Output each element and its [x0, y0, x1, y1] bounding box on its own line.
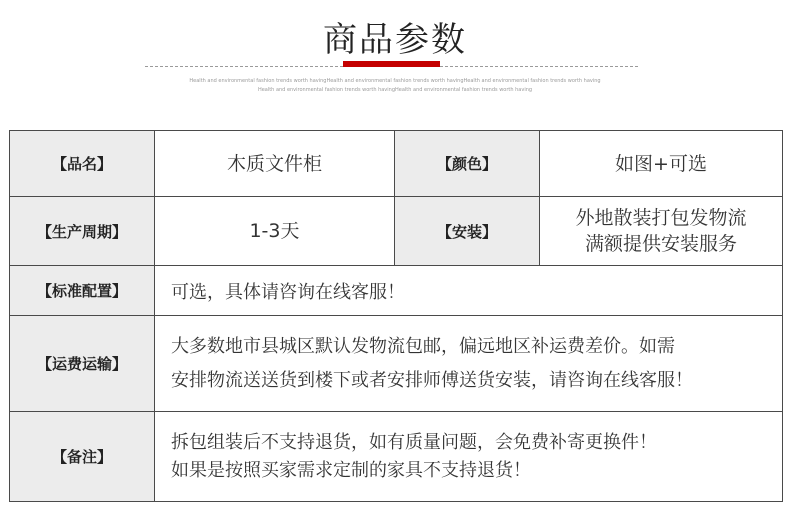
shipping-label: 【运费运输】: [10, 316, 155, 412]
tagline-line-2: Health and environmental fashion trends worth havingHealth and environmental fashion trends worth having: [257, 87, 533, 93]
install-label: 【安装】: [395, 197, 540, 266]
cycle-value: 1-3天: [155, 197, 395, 266]
accent-bar: [343, 61, 440, 67]
config-label: 【标准配置】: [10, 266, 155, 316]
install-value: [540, 197, 783, 266]
note-value-line-2: 如果是按照买家需求定制的家具不支持退货！: [171, 459, 531, 481]
table-row: [10, 412, 783, 502]
table-row: [10, 316, 783, 412]
section-header: [0, 0, 790, 110]
tagline-line-1: Health and environmental fashion trends worth havingHealth and environmental fashion trends worth havingHealth and environmental fashion trends worth having: [189, 78, 601, 84]
install-value-line-1: 外地散装打包发物流: [575, 207, 747, 229]
note-value-line-1: 拆包组装后不支持退货，如有质量问题，会免费补寄更换件！: [171, 431, 657, 453]
color-value: 如图+可选: [540, 131, 783, 197]
name-value: 木质文件柜: [155, 131, 395, 197]
product-params-table: [9, 130, 783, 502]
shipping-value-line-1: 大多数地市县城区默认发物流包邮，偏远地区补运费差价。如需: [171, 335, 675, 357]
table-row: [10, 197, 783, 266]
note-label: 【备注】: [10, 412, 155, 502]
section-title: 商品参数: [323, 20, 467, 60]
shipping-value-line-2: 安排物流送送货到楼下或者安排师傅送货安装，请咨询在线客服！: [171, 369, 693, 391]
name-label: 【品名】: [10, 131, 155, 197]
table-row: [10, 266, 783, 316]
table-row: [10, 131, 783, 197]
cycle-label: 【生产周期】: [10, 197, 155, 266]
note-value: [155, 412, 783, 502]
config-value: 可选，具体请咨询在线客服！: [155, 266, 783, 316]
shipping-value: [155, 316, 783, 412]
color-label: 【颜色】: [395, 131, 540, 197]
install-value-line-2: 满额提供安装服务: [584, 233, 737, 255]
